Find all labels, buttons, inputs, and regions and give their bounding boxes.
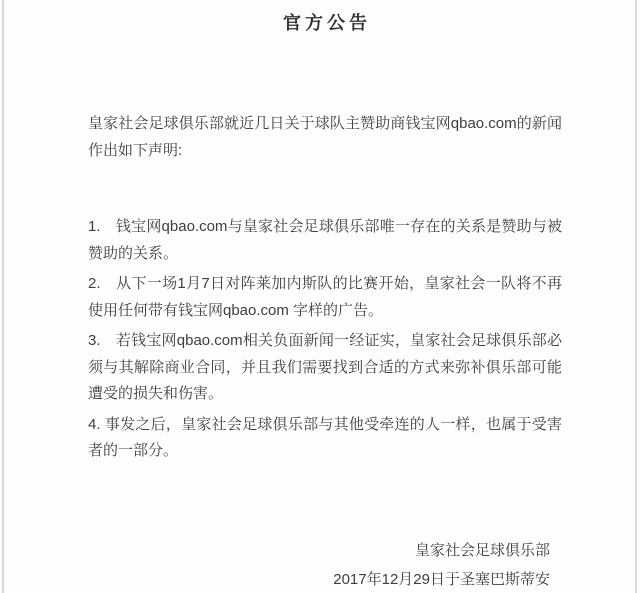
intro-line: 皇家社会足球俱乐部就近几日关于球队主赞助商钱宝网qbao.com的新闻 xyxy=(88,115,562,132)
statement-item-3 xyxy=(88,328,562,408)
statement-line: 者的一部分。 xyxy=(88,442,179,459)
statement-line: 使用任何带有钱宝网qbao.com 字样的广告。 xyxy=(88,301,384,319)
statement-line: 2. 从下一场1月7日对阵莱加内斯队的比赛开始，皇家社会一队将不再 xyxy=(88,275,562,292)
page-right-edge xyxy=(635,0,637,593)
signature-block xyxy=(88,536,550,593)
statement-line: 4. 事发之后，皇家社会足球俱乐部与其他受牵连的人一样，也属于受害 xyxy=(88,415,562,433)
statement-item-4 xyxy=(88,412,562,465)
page-left-edge xyxy=(2,0,4,593)
signature: 皇家社会足球俱乐部 xyxy=(414,542,550,559)
statement-line: 须与其解除商业合同，并且我们需要找到合适的方式来弥补俱乐部可能 xyxy=(88,358,562,376)
statement-line: 1. 钱宝网qbao.com与皇家社会足球俱乐部唯一存在的关系是赞助与被 xyxy=(88,218,562,235)
statement-line: 赞助的关系。 xyxy=(88,244,179,262)
statement-line: 3. 若钱宝网qbao.com相关负面新闻一经证实，皇家社会足球俱乐部必 xyxy=(88,332,562,349)
statement-item-1 xyxy=(88,214,562,267)
page-title: 官方公告 xyxy=(283,13,371,33)
intro-line: 作出如下声明: xyxy=(88,142,183,159)
statement-line: 遭受的损失和伤害。 xyxy=(88,385,224,402)
statement-list xyxy=(88,214,562,469)
statement-item-2 xyxy=(88,271,562,324)
intro-paragraph xyxy=(88,110,562,164)
date-place: 2017年12月29日于圣塞巴斯蒂安 xyxy=(333,571,550,588)
